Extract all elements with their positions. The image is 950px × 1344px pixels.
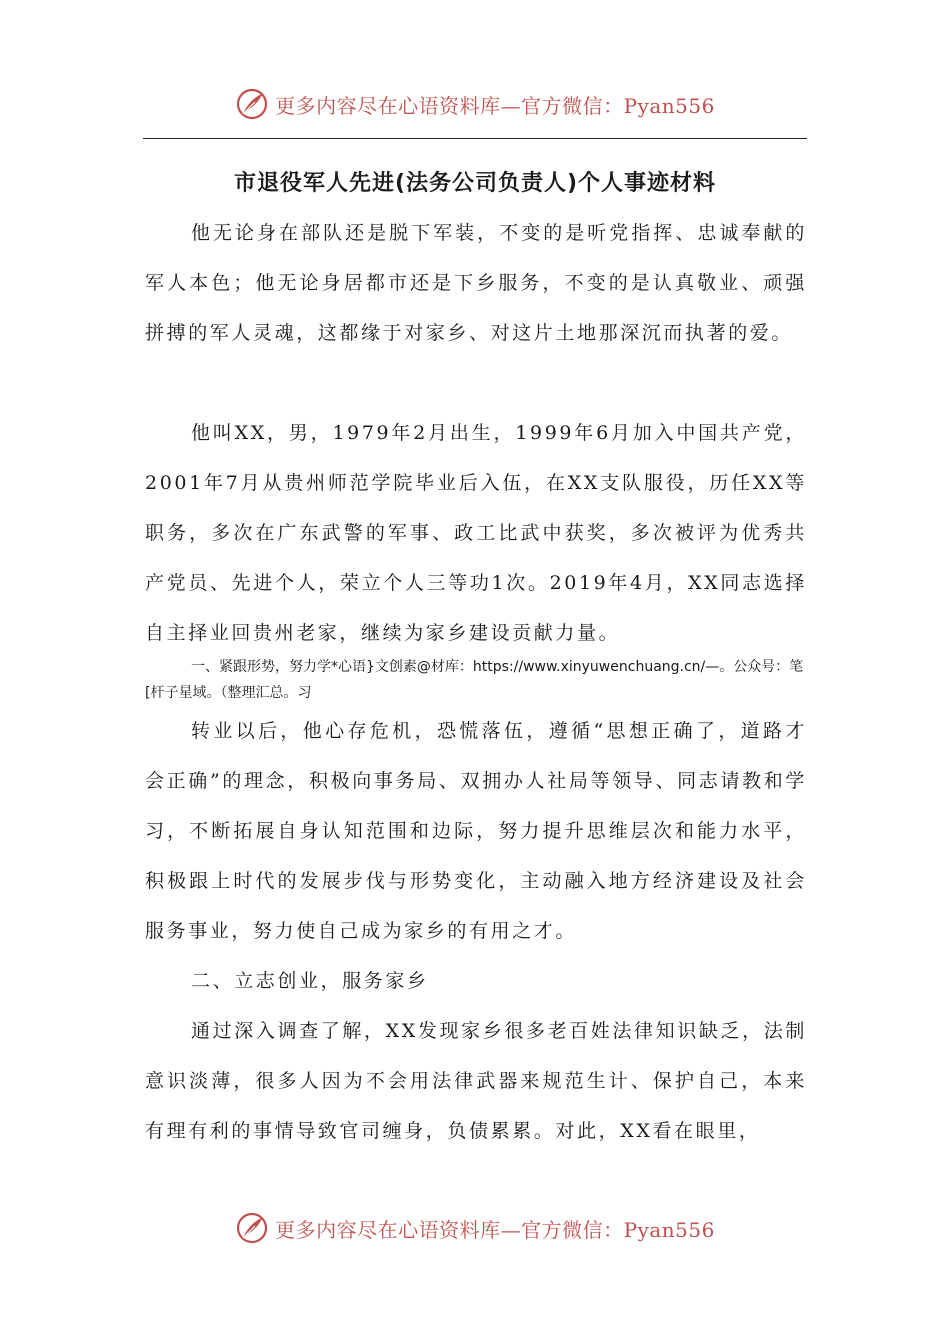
paragraph-2: 他叫XX，男，1979年2月出生，1999年6月加入中国共产党，2001年7月从贵州师范学院毕业后入伍，在XX支队服役，历任XX等职务，多次在广东武警的军事、政工比武中获奖，多次被评为优秀共产党员、先进个人，荣立个人三等功1次。2019年4月，XX同志选择自主择业回贵州老家，继续为家乡建设贡献力量。	[145, 422, 807, 644]
quill-logo-icon	[235, 87, 269, 121]
header-banner	[0, 84, 950, 124]
section-2-heading: 二、立志创业，服务家乡	[191, 970, 429, 992]
header-divider	[143, 138, 807, 139]
paragraph-4: 通过深入调查了解，XX发现家乡很多老百姓法律知识缺乏，法制意识淡薄，很多人因为不会用法律武器来规范生计、保护自己，本来有理有利的事情导致官司缠身，负债累累。对此，XX看在眼里，	[145, 1020, 807, 1142]
document-title: 市退役军人先进(法务公司负责人)个人事迹材料	[233, 171, 717, 196]
footer-banner-text: 更多内容尽在心语资料库—官方微信：Pyan556	[275, 1217, 715, 1242]
paragraph-1: 他无论身在部队还是脱下军装，不变的是听党指挥、忠诚奉献的军人本色；他无论身居都市还是下乡服务，不变的是认真敬业、顽强拼搏的军人灵魂，这都缘于对家乡、对这片土地那深沉而执著的爱。	[145, 222, 807, 344]
paragraph-3: 转业以后，他心存危机，恐慌落伍，遵循“思想正确了，道路才会正确”的理念，积极向事务局、双拥办人社局等领导、同志请教和学习，不断拓展自身认知范围和边际，努力提升思维层次和能力水平，积极跟上时代的发展步伐与形势变化，主动融入地方经济建设及社会服务事业，努力使自己成为家乡的有用之才。	[145, 720, 807, 942]
section-1-heading-with-watermark-text: 一、紧跟形势，努力学*心语}文创素@材库：https://www.xinyuwenchuang.cn/—。公众号：笔[杆子星域。（整理汇总。习	[145, 659, 804, 701]
header-banner-text: 更多内容尽在心语资料库—官方微信：Pyan556	[275, 93, 715, 118]
quill-logo-icon	[235, 1211, 269, 1245]
footer-banner	[0, 1208, 950, 1248]
